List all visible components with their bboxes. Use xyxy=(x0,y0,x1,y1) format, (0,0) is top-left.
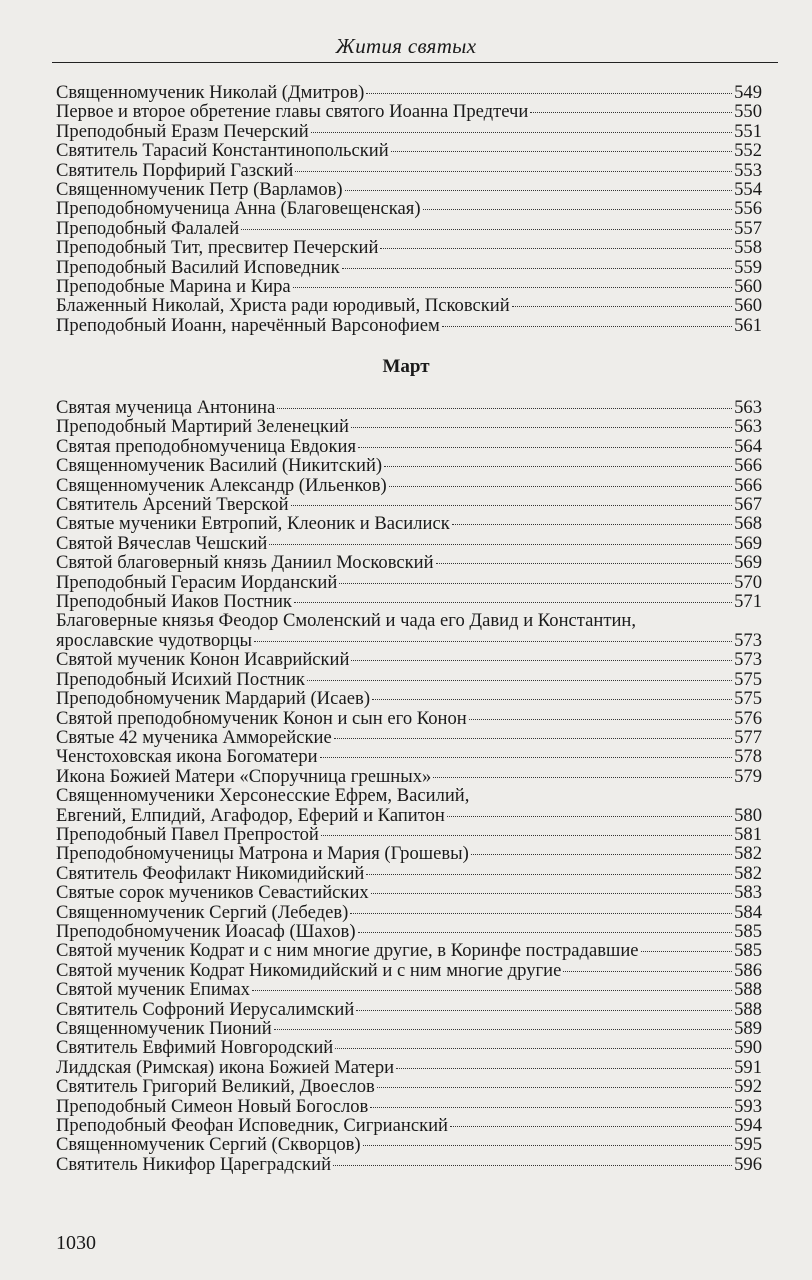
toc-entry xyxy=(56,296,762,315)
toc-entry-title: Святой благоверный князь Даниил Московский xyxy=(56,552,434,574)
toc-entry xyxy=(56,161,762,180)
leader-dots xyxy=(641,951,733,952)
leader-dots xyxy=(358,447,732,448)
toc-entry xyxy=(56,238,762,257)
toc-entry-title: Святитель Порфирий Газский xyxy=(56,159,294,181)
header-rule xyxy=(52,62,778,63)
toc-entry-title: Священномученик Сергий (Лебедев) xyxy=(56,901,349,923)
page-number: 1030 xyxy=(56,1232,96,1254)
toc-entry-page: 552 xyxy=(734,140,762,162)
toc-entry-title: Святой преподобномученик Конон и сын его Конон xyxy=(56,707,467,729)
leader-dots xyxy=(469,719,732,720)
leader-dots xyxy=(339,583,732,584)
leader-dots xyxy=(307,680,732,681)
toc-entry-title: Священномученик Пионий xyxy=(56,1018,272,1039)
toc-entry-page: 553 xyxy=(734,159,762,181)
toc-entry-page: 592 xyxy=(734,1076,762,1098)
leader-dots xyxy=(274,1029,732,1030)
leader-dots xyxy=(363,1145,733,1146)
toc-entry-page: 582 xyxy=(734,862,762,884)
toc-entry-title: Преподобномученик Иоасаф (Шахов) xyxy=(56,920,356,942)
toc-entry-page: 578 xyxy=(734,746,762,768)
leader-dots xyxy=(277,408,732,409)
toc-entry-title: Преподобный Тит, пресвитер Печерский xyxy=(56,237,379,259)
toc-entry-title: Икона Божией Матери «Споручница грешных» xyxy=(56,765,432,787)
toc-entry-title: Святой мученик Кодрат Никомидийский и с ним многие другие xyxy=(56,959,562,981)
toc-entry-title: Священномученик Василий (Никитский) xyxy=(56,455,383,477)
toc-entry-title: Святые 42 мученика Амморейские xyxy=(56,726,332,748)
toc-entry-page: 569 xyxy=(734,552,762,574)
leader-dots xyxy=(370,1107,732,1108)
toc-entry xyxy=(56,1000,762,1019)
leader-dots xyxy=(311,132,732,133)
toc-entry-title: Преподобный Василий Исповедник xyxy=(56,256,340,278)
toc-entry-title: Святой Вячеслав Чешский xyxy=(56,532,268,554)
toc-entry-title: Преподобный Герасим Иорданский xyxy=(56,571,338,593)
toc-entry-title: Преподобный Иоанн, наречённый Варсонофием xyxy=(56,314,440,336)
toc-entry-page: 564 xyxy=(734,435,762,457)
toc-list-february xyxy=(56,83,762,335)
toc-entry-title: Преподобномученицы Матрона и Мария (Грошевы) xyxy=(56,843,469,865)
toc-entry xyxy=(56,1116,762,1135)
toc-entry xyxy=(56,219,762,238)
toc-entry-page: 586 xyxy=(734,959,762,981)
toc-entry xyxy=(56,553,762,572)
toc-entry-page: 590 xyxy=(734,1037,762,1059)
toc-entry-page: 558 xyxy=(734,237,762,259)
toc-entry xyxy=(56,689,762,708)
toc-entry-title: Благоверные князья Феодор Смоленский и чада его Давид и Константин, xyxy=(56,610,637,632)
running-head-title: Жития святых xyxy=(335,34,477,58)
leader-dots xyxy=(321,835,732,836)
toc-entry-page: 566 xyxy=(734,474,762,496)
toc-entry-title: Святой мученик Конон Исаврийский xyxy=(56,649,350,671)
toc-entry-page: 575 xyxy=(734,688,762,710)
toc-entry-page: 568 xyxy=(734,513,762,535)
toc-entry-page: 561 xyxy=(734,314,762,336)
toc-entry xyxy=(56,1135,762,1154)
toc-entry xyxy=(56,961,762,980)
toc-entry-page: 563 xyxy=(734,397,762,418)
toc-entry xyxy=(56,514,762,533)
leader-dots xyxy=(436,563,733,564)
toc-entry-page: 583 xyxy=(734,882,762,904)
toc-entry-title: Преподобные Марина и Кира xyxy=(56,276,291,298)
leader-dots xyxy=(530,112,732,113)
toc-entry-title: Преподобномученица Анна (Благовещенская) xyxy=(56,198,421,220)
toc-entry-page: 588 xyxy=(734,979,762,1001)
toc-entry-title: Блаженный Николай, Христа ради юродивый, Псковский xyxy=(56,295,510,317)
toc-entry-title: Святитель Никифор Цареградский xyxy=(56,1153,332,1175)
toc-entry xyxy=(56,825,762,844)
toc-entry-title: Преподобный Павел Препростой xyxy=(56,823,319,845)
toc-entry-title: Священномученики Херсонесские Ефрем, Василий, xyxy=(56,785,470,807)
toc-entry-title: Святой мученик Епимах xyxy=(56,979,250,1001)
toc-entry-title: Лиддская (Римская) икона Божией Матери xyxy=(56,1056,395,1078)
toc-entry xyxy=(56,941,762,960)
toc-entry-page: 554 xyxy=(734,179,762,201)
toc-entry-title: Священномученик Сергий (Скворцов) xyxy=(56,1134,361,1156)
toc-entry-title: Преподобномученик Мардарий (Исаев) xyxy=(56,688,371,710)
toc-entry-title-cont: ярославские чудотворцы xyxy=(56,629,253,651)
toc-entry xyxy=(56,102,762,121)
leader-dots xyxy=(452,524,732,525)
leader-dots xyxy=(358,932,733,933)
toc-entry-page: 560 xyxy=(734,276,762,298)
leader-dots xyxy=(450,1126,732,1127)
leader-dots xyxy=(351,660,732,661)
toc-entry xyxy=(56,258,762,277)
toc-entry xyxy=(56,83,762,102)
toc-entry xyxy=(56,122,762,141)
toc-entry-page: 570 xyxy=(734,571,762,593)
toc-entry-title: Святитель Софроний Иерусалимский xyxy=(56,998,355,1020)
section-heading-march: Март xyxy=(382,356,430,377)
toc-entry-title: Ченстоховская икона Богоматери xyxy=(56,746,318,768)
toc-entry-title: Преподобный Мартирий Зеленецкий xyxy=(56,416,349,438)
toc-entry-page: 563 xyxy=(734,416,762,438)
toc-entry xyxy=(56,883,762,902)
toc-entry xyxy=(56,1038,762,1057)
toc-entry-page: 595 xyxy=(734,1134,762,1156)
toc-entry xyxy=(56,1058,762,1077)
toc-entry-title: Святые мученики Евтропий, Клеоник и Василиск xyxy=(56,513,450,535)
toc-entry-title: Святитель Арсений Тверской xyxy=(56,494,289,516)
toc-entry-title: Преподобный Феофан Исповедник, Сигрианский xyxy=(56,1115,449,1137)
toc-entry-page: 556 xyxy=(734,198,762,220)
leader-dots xyxy=(342,268,732,269)
leader-dots xyxy=(366,874,732,875)
leader-dots xyxy=(293,287,732,288)
toc-entry-title: Преподобный Еразм Печерский xyxy=(56,120,309,142)
toc-entry-page: 573 xyxy=(734,629,762,651)
toc-entry-page: 580 xyxy=(734,804,762,826)
toc-entry-page: 584 xyxy=(734,901,762,923)
toc-entry-page: 593 xyxy=(734,1095,762,1117)
toc-entry-title: Святитель Тарасий Константинопольский xyxy=(56,140,389,162)
toc-entry xyxy=(56,277,762,296)
leader-dots xyxy=(294,602,732,603)
toc-entry-title: Святая мученица Антонина xyxy=(56,397,276,418)
toc-entry-page: 549 xyxy=(734,82,762,103)
toc-entry xyxy=(56,864,762,883)
toc-entry-page: 550 xyxy=(734,101,762,123)
toc-entry-page: 585 xyxy=(734,940,762,962)
toc-entry-page: 585 xyxy=(734,920,762,942)
toc-entry-title-cont: Евгений, Елпидий, Агафодор, Еферий и Капитон xyxy=(56,804,445,826)
toc-entry xyxy=(56,611,762,650)
toc-entry-page: 573 xyxy=(734,649,762,671)
toc-entry-title: Святитель Феофилакт Никомидийский xyxy=(56,862,365,884)
leader-dots xyxy=(295,171,732,172)
leader-dots xyxy=(335,1048,732,1049)
toc-entry-title: Святой мученик Кодрат и с ним многие другие, в Коринфе пострадавшие xyxy=(56,940,639,962)
toc-entry xyxy=(56,476,762,495)
toc-entry-title: Священномученик Александр (Ильенков) xyxy=(56,474,387,496)
leader-dots xyxy=(384,466,732,467)
toc-entry xyxy=(56,767,762,786)
toc-entry xyxy=(56,844,762,863)
leader-dots xyxy=(563,971,732,972)
toc-entry-page: 571 xyxy=(734,591,762,613)
toc-entry xyxy=(56,670,762,689)
leader-dots xyxy=(433,777,732,778)
toc-entry xyxy=(56,592,762,611)
toc-entry-page: 551 xyxy=(734,120,762,142)
toc-entry xyxy=(56,728,762,747)
leader-dots xyxy=(334,738,732,739)
toc-entry-page: 567 xyxy=(734,494,762,516)
toc-entry-title: Преподобный Симеон Новый Богослов xyxy=(56,1095,369,1117)
toc-entry-title: Святитель Евфимий Новгородский xyxy=(56,1037,334,1059)
toc-entry-page: 577 xyxy=(734,726,762,748)
toc-entry xyxy=(56,1097,762,1116)
toc-entry xyxy=(56,417,762,436)
toc-entry xyxy=(56,1077,762,1096)
toc-entry xyxy=(56,573,762,592)
toc-entry-page: 569 xyxy=(734,532,762,554)
toc-entry xyxy=(56,534,762,553)
toc-entry-title: Преподобный Иаков Постник xyxy=(56,591,292,613)
toc-entry-page: 589 xyxy=(734,1018,762,1039)
leader-dots xyxy=(269,544,732,545)
leader-dots xyxy=(350,913,732,914)
leader-dots xyxy=(366,93,732,94)
toc-entry xyxy=(56,316,762,335)
toc-entry xyxy=(56,786,762,825)
leader-dots xyxy=(396,1068,732,1069)
toc-entry-page: 581 xyxy=(734,823,762,845)
toc-entry xyxy=(56,199,762,218)
leader-dots xyxy=(333,1165,732,1166)
leader-dots xyxy=(345,190,733,191)
toc-entry-title: Священномученик Петр (Варламов) xyxy=(56,179,343,201)
leader-dots xyxy=(291,505,733,506)
toc-entry-page: 566 xyxy=(734,455,762,477)
leader-dots xyxy=(351,427,732,428)
leader-dots xyxy=(356,1010,732,1011)
leader-dots xyxy=(512,306,732,307)
toc-entry-title: Святая преподобномученица Евдокия xyxy=(56,435,357,457)
toc-entry xyxy=(56,709,762,728)
leader-dots xyxy=(471,854,732,855)
toc-entry xyxy=(56,141,762,160)
toc-entry-title: Святитель Григорий Великий, Двоеслов xyxy=(56,1076,375,1098)
leader-dots xyxy=(372,699,732,700)
toc-entry xyxy=(56,437,762,456)
toc-entry-page: 594 xyxy=(734,1115,762,1137)
toc-entry-page: 559 xyxy=(734,256,762,278)
toc-entry xyxy=(56,747,762,766)
leader-dots xyxy=(252,990,732,991)
toc-entry xyxy=(56,456,762,475)
toc-entry xyxy=(56,1155,762,1174)
toc-entry-title: Священномученик Николай (Дмитров) xyxy=(56,82,365,103)
toc-entry-page: 582 xyxy=(734,843,762,865)
toc-entry-title: Святые сорок мучеников Севастийских xyxy=(56,882,369,904)
toc-entry-page: 560 xyxy=(734,295,762,317)
toc-entry-page: 596 xyxy=(734,1153,762,1175)
toc-entry-page: 591 xyxy=(734,1056,762,1078)
leader-dots xyxy=(320,757,733,758)
toc-list-march xyxy=(56,398,762,1174)
toc-entry xyxy=(56,180,762,199)
toc-entry-page: 557 xyxy=(734,217,762,239)
toc-entry-page: 575 xyxy=(734,668,762,690)
toc-entry xyxy=(56,1019,762,1038)
toc-entry-page: 588 xyxy=(734,998,762,1020)
leader-dots xyxy=(377,1087,732,1088)
toc-entry-title: Преподобный Исихий Постник xyxy=(56,668,305,690)
leader-dots xyxy=(447,816,732,817)
toc-entry-page: 576 xyxy=(734,707,762,729)
leader-dots xyxy=(442,326,732,327)
toc-entry xyxy=(56,980,762,999)
toc-entry xyxy=(56,922,762,941)
toc-entry xyxy=(56,398,762,417)
leader-dots xyxy=(241,229,732,230)
leader-dots xyxy=(391,151,732,152)
toc-entry xyxy=(56,650,762,669)
leader-dots xyxy=(423,209,733,210)
toc-entry-title: Преподобный Фалалей xyxy=(56,217,240,239)
toc-entry-page: 579 xyxy=(734,765,762,787)
toc-entry xyxy=(56,495,762,514)
leader-dots xyxy=(380,248,732,249)
toc-entry-title: Первое и второе обретение главы святого Иоанна Предтечи xyxy=(56,101,529,123)
toc-entry xyxy=(56,903,762,922)
leader-dots xyxy=(371,893,732,894)
leader-dots xyxy=(389,486,732,487)
leader-dots xyxy=(254,641,732,642)
